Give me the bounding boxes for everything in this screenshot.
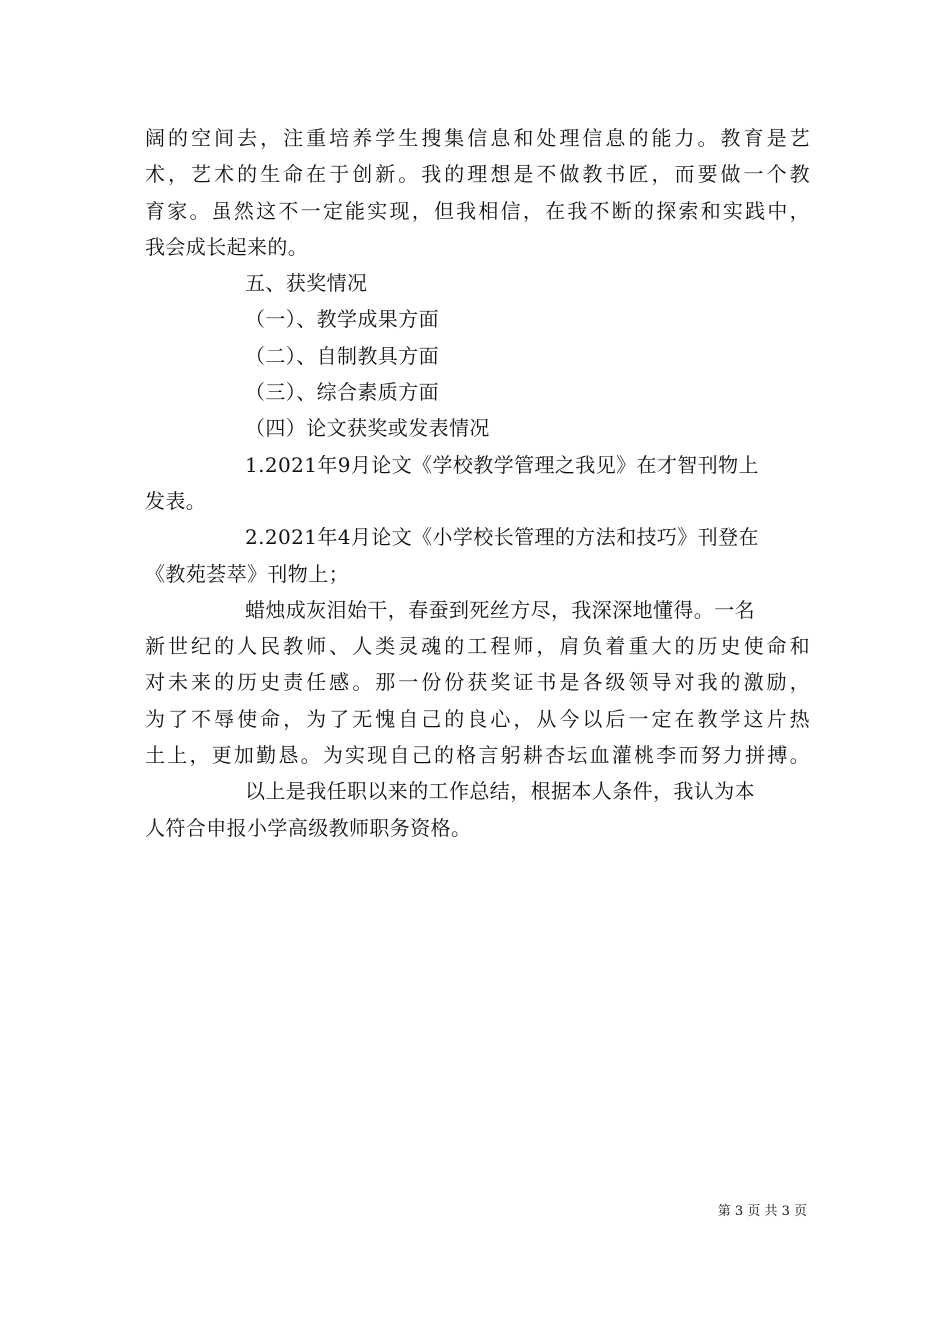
paragraph-line: 新世纪的人民教师、人类灵魂的工程师，肩负着重大的历史使命和	[145, 634, 810, 659]
subsection-papers: （四）论文获奖或发表情况	[245, 416, 490, 441]
page-number: 第 3 页 共 3 页	[717, 1204, 807, 1219]
paragraph-line: 土上，更加勤恳。为实现自己的格言躬耕杏坛血灌桃李而努力拼搏。	[145, 743, 810, 768]
subsection-teaching-aids: （二）、自制教具方面	[245, 343, 439, 368]
list-item: 1.2021年9月论文《学校教学管理之我见》在才智刊物上	[245, 452, 759, 477]
subsection-overall-quality: （三）、综合素质方面	[245, 380, 439, 405]
paragraph-line: 为了不辱使命，为了无愧自己的良心，从今以后一定在教学这片热	[145, 706, 810, 731]
subsection-teaching-results: （一）、教学成果方面	[245, 307, 439, 332]
paragraph-line: 以上是我任职以来的工作总结，根据本人条件，我认为本	[245, 779, 755, 804]
list-item-continuation: 《教苑荟萃》刊物上；	[145, 561, 349, 586]
list-item-continuation: 发表。	[145, 488, 207, 513]
paragraph-line: 蜡烛成灰泪始干，春蚕到死丝方尽，我深深地懂得。一名	[245, 597, 755, 622]
paragraph-line: 术，艺术的生命在于创新。我的理想是不做教书匠，而要做一个教	[145, 162, 810, 187]
paragraph-line: 对未来的历史责任感。那一份份获奖证书是各级领导对我的激励，	[145, 670, 810, 695]
section-heading-awards: 五、获奖情况	[245, 271, 368, 296]
paragraph-line: 阔的空间去，注重培养学生搜集信息和处理信息的能力。教育是艺	[145, 126, 810, 150]
paragraph-line: 育家。虽然这不一定能实现，但我相信，在我不断的探索和实践中，	[145, 198, 810, 223]
document-body	[145, 120, 810, 846]
paragraph-line: 人符合申报小学高级教师职务资格。	[145, 815, 472, 840]
paragraph-line: 我会成长起来的。	[145, 234, 309, 259]
list-item: 2.2021年4月论文《小学校长管理的方法和技巧》刊登在	[245, 525, 759, 550]
